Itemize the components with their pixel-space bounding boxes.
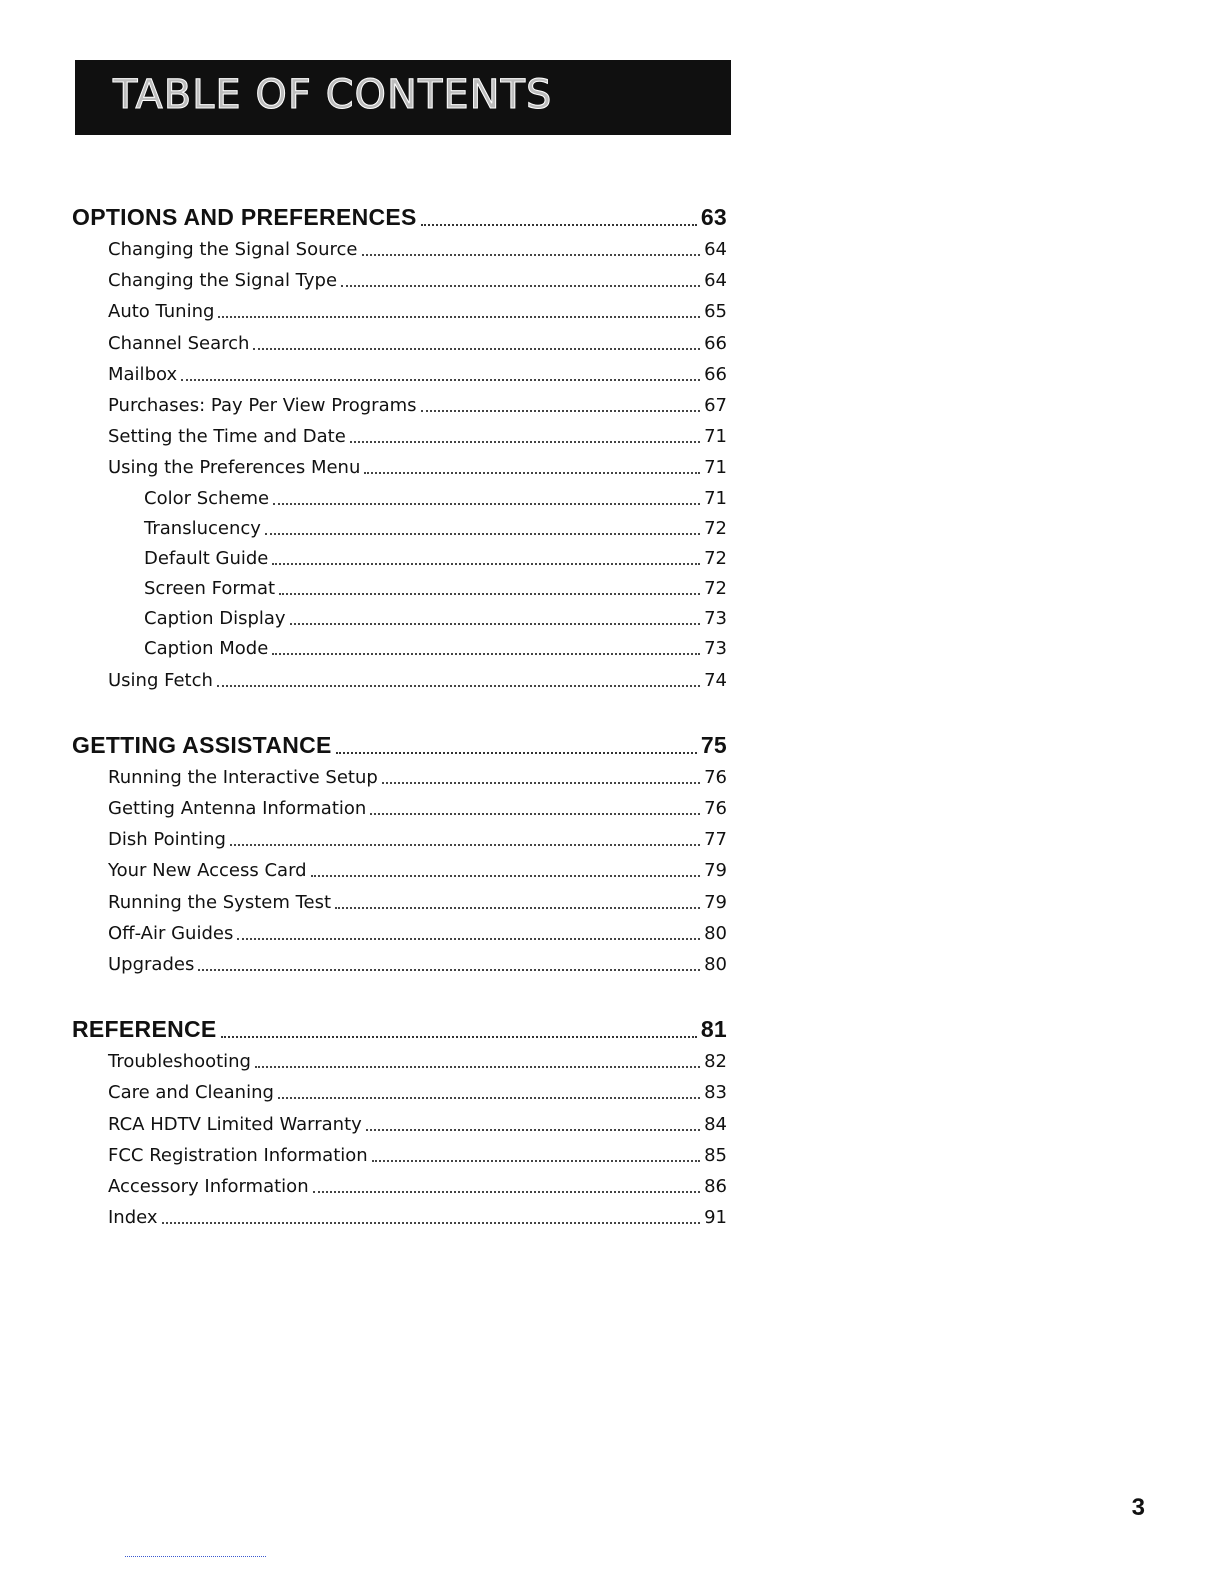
toc-entry[interactable] — [72, 452, 727, 483]
toc-subentry[interactable] — [72, 514, 727, 544]
entry-title: Accessory Information — [108, 1175, 309, 1197]
toc-entry[interactable] — [72, 265, 727, 296]
dot-leader — [279, 575, 700, 595]
dot-leader — [366, 1111, 700, 1131]
dot-leader — [278, 1079, 700, 1099]
dot-leader — [221, 1013, 697, 1038]
dot-leader — [382, 764, 700, 784]
dot-leader — [311, 857, 701, 877]
dot-leader — [272, 635, 700, 655]
toc-subentry[interactable] — [72, 574, 727, 604]
entry-title: Caption Mode — [144, 638, 269, 660]
dot-leader — [421, 201, 697, 226]
section-page-number: 63 — [700, 204, 727, 230]
toc-entry[interactable] — [72, 762, 727, 793]
entry-title: Getting Antenna Information — [108, 798, 367, 819]
page-number: 3 — [1131, 1494, 1145, 1521]
entry-title: Changing the Signal Source — [108, 239, 358, 260]
dot-leader — [335, 889, 700, 909]
entry-title: Changing the Signal Type — [108, 270, 338, 292]
section-heading[interactable] — [72, 1012, 727, 1046]
entry-title: Using Fetch — [108, 669, 213, 691]
dot-leader — [181, 361, 700, 381]
toc-subentry[interactable] — [72, 544, 727, 574]
toc-subentry[interactable] — [72, 634, 727, 664]
entry-page-number: 74 — [704, 669, 727, 691]
entry-title: Default Guide — [144, 547, 269, 569]
dot-leader — [350, 423, 700, 443]
entry-title: Upgrades — [108, 953, 195, 975]
toc-entry[interactable] — [72, 390, 727, 421]
section-page-number: 75 — [700, 731, 727, 758]
toc-entry[interactable] — [72, 296, 727, 327]
section-page-number: 81 — [700, 1016, 727, 1043]
dot-leader — [217, 667, 700, 687]
entry-page-number: 71 — [704, 426, 727, 448]
section-title: OPTIONS AND PREFERENCES — [72, 204, 417, 230]
toc-subentry[interactable] — [72, 484, 727, 514]
entry-page-number: 64 — [704, 239, 727, 260]
dot-leader — [364, 454, 700, 474]
entry-page-number: 73 — [704, 608, 727, 630]
dot-leader — [198, 951, 700, 971]
entry-title: Index — [108, 1207, 158, 1229]
page-title: TABLE OF CONTENTS — [113, 72, 553, 118]
dot-leader — [237, 920, 700, 940]
entry-page-number: 80 — [704, 953, 727, 975]
entry-page-number: 77 — [704, 829, 727, 851]
entry-page-number: 72 — [704, 578, 727, 600]
toc-section — [72, 1012, 727, 1233]
toc-entry[interactable] — [72, 328, 727, 359]
toc-entry[interactable] — [72, 359, 727, 390]
dot-leader — [341, 267, 700, 287]
dot-leader — [218, 298, 700, 318]
entry-page-number: 71 — [704, 487, 727, 509]
toc-entry[interactable] — [72, 887, 727, 918]
entry-title: Caption Display — [144, 608, 286, 630]
entry-page-number: 76 — [704, 766, 727, 788]
section-heading[interactable] — [72, 200, 727, 234]
dot-leader — [265, 515, 700, 535]
entry-page-number: 79 — [704, 860, 727, 882]
toc-banner — [75, 60, 731, 135]
entry-page-number: 66 — [704, 332, 727, 354]
entry-title: Color Scheme — [144, 487, 270, 509]
entry-page-number: 84 — [704, 1113, 727, 1135]
section-title: GETTING ASSISTANCE — [72, 731, 332, 758]
toc-entry[interactable] — [72, 1077, 727, 1108]
entry-title: Purchases: Pay Per View Programs — [108, 394, 417, 416]
entry-page-number: 91 — [704, 1207, 727, 1229]
entry-page-number: 80 — [704, 922, 727, 944]
entry-page-number: 66 — [704, 363, 727, 385]
entry-title: Setting the Time and Date — [108, 426, 346, 448]
entry-title: Using the Preferences Menu — [108, 457, 361, 479]
entry-title: Translucency — [144, 517, 261, 539]
dot-leader — [255, 1048, 700, 1068]
entry-page-number: 83 — [704, 1082, 727, 1104]
dot-leader — [162, 1204, 701, 1224]
entry-page-number: 79 — [704, 891, 727, 913]
entry-title: FCC Registration Information — [108, 1144, 368, 1166]
entry-page-number: 86 — [704, 1175, 727, 1197]
toc-entry[interactable] — [72, 234, 727, 265]
entry-title: Troubleshooting — [108, 1051, 251, 1073]
toc-section — [72, 728, 727, 980]
entry-title: Running the System Test — [108, 891, 332, 913]
entry-page-number: 65 — [704, 301, 727, 323]
entry-title: RCA HDTV Limited Warranty — [108, 1113, 362, 1135]
toc-entry[interactable] — [72, 665, 727, 696]
toc-subentry[interactable] — [72, 604, 727, 634]
toc-section — [72, 200, 727, 696]
toc-entry[interactable] — [72, 793, 727, 824]
section-heading[interactable] — [72, 728, 727, 762]
entry-page-number: 73 — [704, 638, 727, 660]
entry-title: Auto Tuning — [108, 301, 215, 323]
entry-page-number: 72 — [704, 517, 727, 539]
dot-leader — [370, 795, 700, 815]
toc-entry[interactable] — [72, 824, 727, 855]
toc-entry[interactable] — [72, 1202, 727, 1233]
dot-leader — [421, 392, 701, 412]
entry-title: Care and Cleaning — [108, 1082, 274, 1104]
entry-page-number: 82 — [704, 1051, 727, 1073]
entry-page-number: 85 — [704, 1144, 727, 1166]
dot-leader — [253, 330, 700, 350]
entry-page-number: 64 — [704, 270, 727, 292]
entry-page-number: 71 — [704, 457, 727, 479]
dot-leader — [362, 236, 701, 256]
section-title: REFERENCE — [72, 1016, 217, 1043]
toc-entry[interactable] — [72, 855, 727, 886]
entry-title: Off-Air Guides — [108, 922, 234, 944]
table-of-contents — [72, 200, 727, 1265]
dot-leader — [336, 729, 697, 754]
entry-title: Mailbox — [108, 363, 178, 385]
dot-leader — [273, 485, 700, 505]
dot-leader — [230, 826, 700, 846]
dot-leader — [272, 545, 700, 565]
entry-title: Dish Pointing — [108, 829, 226, 851]
toc-entry[interactable] — [72, 1109, 727, 1140]
toc-entry[interactable] — [72, 1046, 727, 1077]
entry-page-number: 76 — [704, 798, 727, 819]
toc-entry[interactable] — [72, 421, 727, 452]
entry-title: Channel Search — [108, 332, 250, 354]
entry-page-number: 67 — [704, 394, 727, 416]
bottom-divider — [125, 1556, 266, 1558]
toc-entry[interactable] — [72, 949, 727, 980]
entry-page-number: 72 — [704, 547, 727, 569]
entry-title: Running the Interactive Setup — [108, 766, 378, 788]
dot-leader — [313, 1173, 700, 1193]
toc-entry[interactable] — [72, 1171, 727, 1202]
dot-leader — [372, 1142, 700, 1162]
toc-entry[interactable] — [72, 918, 727, 949]
entry-title: Your New Access Card — [108, 860, 307, 882]
entry-title: Screen Format — [144, 578, 276, 600]
dot-leader — [290, 605, 701, 625]
toc-entry[interactable] — [72, 1140, 727, 1171]
